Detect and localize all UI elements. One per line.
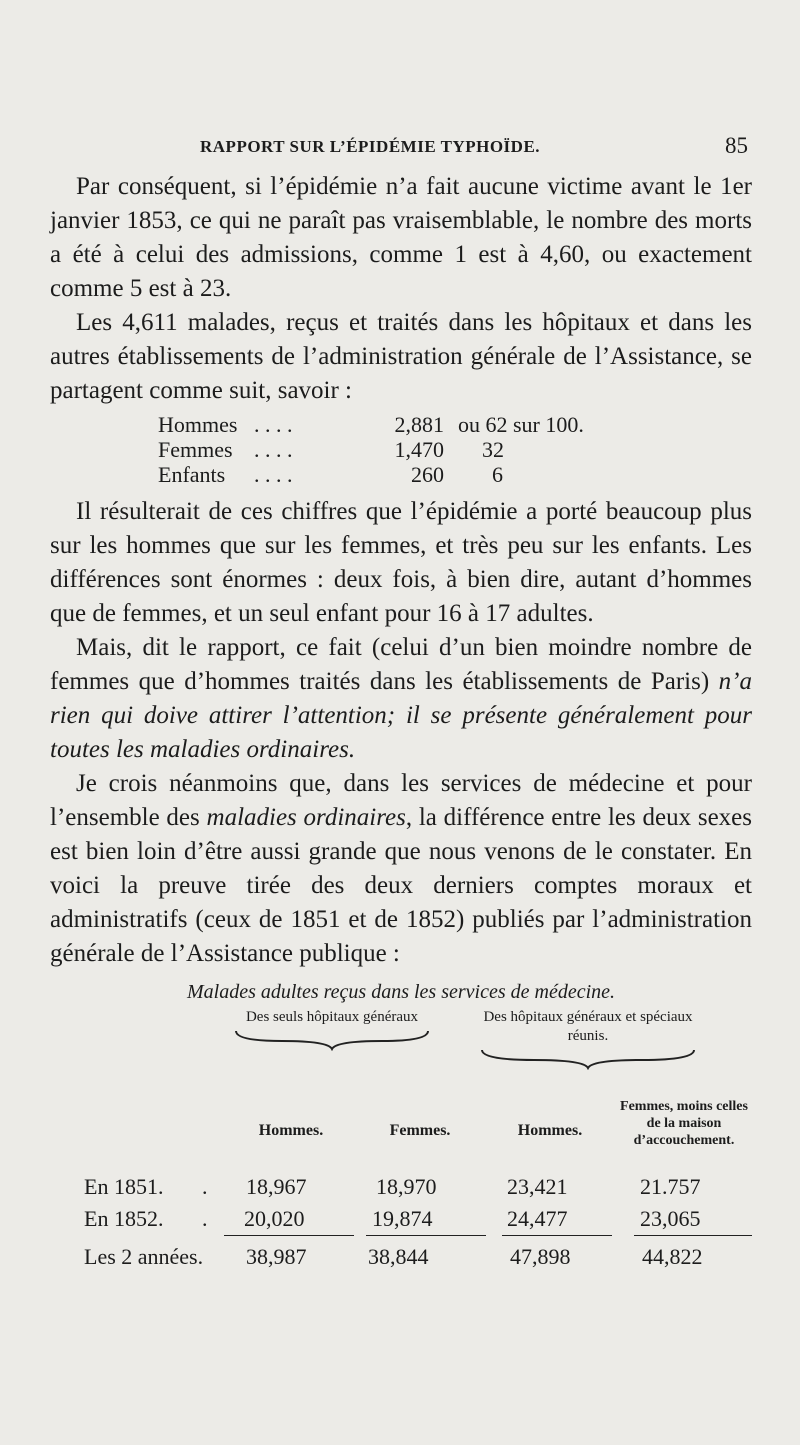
row-dots: . [202,1206,208,1231]
distribution-row [158,462,658,487]
total-value: 38,987 [246,1244,307,1269]
dist-dots: . . . . [254,412,293,437]
brace-icon [232,1029,432,1051]
sum-rule [634,1235,752,1236]
dist-dots: . . . . [254,462,293,487]
row-label: En 1851. [84,1174,164,1199]
paragraph-3: Il résulterait de ces chiffres que l’épidémie a porté beaucoup plus sur les hommes que sur les femmes, et très peu sur les enfants. Les différences sont énormes : deux fois, à bien dire, autant d’hommes que de femmes, et un seul enfant pour 16 à 17 adultes. [50,498,752,627]
total-value: 47,898 [510,1244,571,1269]
paragraph-2: Les 4,611 malades, reçus et traités dans les hôpitaux et dans les autres établissements de l’administration générale de l’Assistance, se partagent comme suit, savoir : [50,309,752,404]
cell-value: 23,065 [640,1206,701,1231]
total-value: 38,844 [368,1244,429,1269]
paragraph-5-italic: maladies ordinaires [206,804,406,831]
running-header [200,133,748,159]
group-header-2-label: Des hôpitaux généraux et spéciaux réunis. [483,1009,693,1044]
row-dots: . [202,1174,208,1199]
cell-value: 18,970 [376,1174,437,1199]
col-header-women-2: Femmes, moins celles de la maison d’accouchement. [620,1099,748,1148]
body-text [50,170,752,1274]
dist-count: 260 [411,462,444,487]
table-column-headers [50,1099,752,1172]
dist-share: 6 [492,462,503,487]
group-header-1-label: Des seuls hôpitaux généraux [245,1009,419,1025]
paragraph-4 [50,631,752,767]
distribution-table [158,412,658,487]
paragraph-5-text: Je crois néanmoins que, dans les services de médecine et pour l’ensemble des [50,770,752,831]
cell-value: 18,967 [246,1174,307,1199]
col-header-women-1: Femmes. [389,1122,451,1139]
page-number: 85 [725,133,748,158]
group-header-2 [478,1008,698,1070]
dist-label: Femmes [158,437,233,462]
dist-dots: . . . . [254,437,293,462]
cell-value: 23,421 [507,1174,568,1199]
cell-value: 24,477 [507,1206,568,1231]
paragraph-5-text-end: , la différence entre les deux sexes est bien loin d’être aussi grande que nous venons de le constater. En voici la preuve tirée des deux derniers comptes moraux et administratifs (ceux de 1851 et de 1852) publiés par l’administration générale de l’Assistance publique : [50,804,752,967]
table-total-row [50,1242,752,1274]
distribution-row [158,412,658,437]
col-header-men-2: Hommes. [517,1122,583,1139]
dist-label: Hommes [158,412,238,437]
paragraph-1: Par conséquent, si l’épidémie n’a fait aucune victime avant le 1er janvier 1853, ce qui ne paraît pas vraisemblable, le nombre des morts a été à celui des admissions, comme 1 est à 4,60, ou exactement comme 5 est à 23. [50,173,752,302]
table-row [50,1172,752,1204]
table-caption: Malades adultes reçus dans les services de médecine. [186,981,616,1003]
table-group-headers [50,1006,752,1102]
dist-count: 2,881 [394,412,444,437]
dist-share: ou 62 sur 100. [458,412,584,437]
table-row [50,1204,752,1236]
row-label: En 1852. [84,1206,164,1231]
dist-share: 32 [482,437,504,462]
total-value: 44,822 [642,1244,703,1269]
brace-icon [478,1048,698,1070]
cell-value: 20,020 [244,1206,305,1231]
sum-rule [366,1235,486,1236]
dist-count: 1,470 [394,437,444,462]
cell-value: 19,874 [372,1206,433,1231]
total-label: Les 2 années. [84,1244,204,1269]
running-title: RAPPORT SUR L’ÉPIDÉMIE TYPHOÏDE. [200,137,541,156]
paragraph-4-italic: n’a rien qui doive attirer l’attention; il se présente généralement pour toutes les maladies ordinaires. [50,668,752,763]
col-header-men-1: Hommes. [258,1122,324,1139]
sum-rule [224,1235,354,1236]
paragraph-5 [50,767,752,971]
paragraph-4-text: Mais, dit le rapport, ce fait (celui d’un bien moindre nombre de femmes que d’hommes traités dans les établissements de Paris) [50,634,752,695]
cell-value: 21.757 [640,1174,701,1199]
distribution-row [158,437,658,462]
sum-rule [502,1235,612,1236]
group-header-1 [232,1008,432,1051]
dist-label: Enfants [158,462,226,487]
